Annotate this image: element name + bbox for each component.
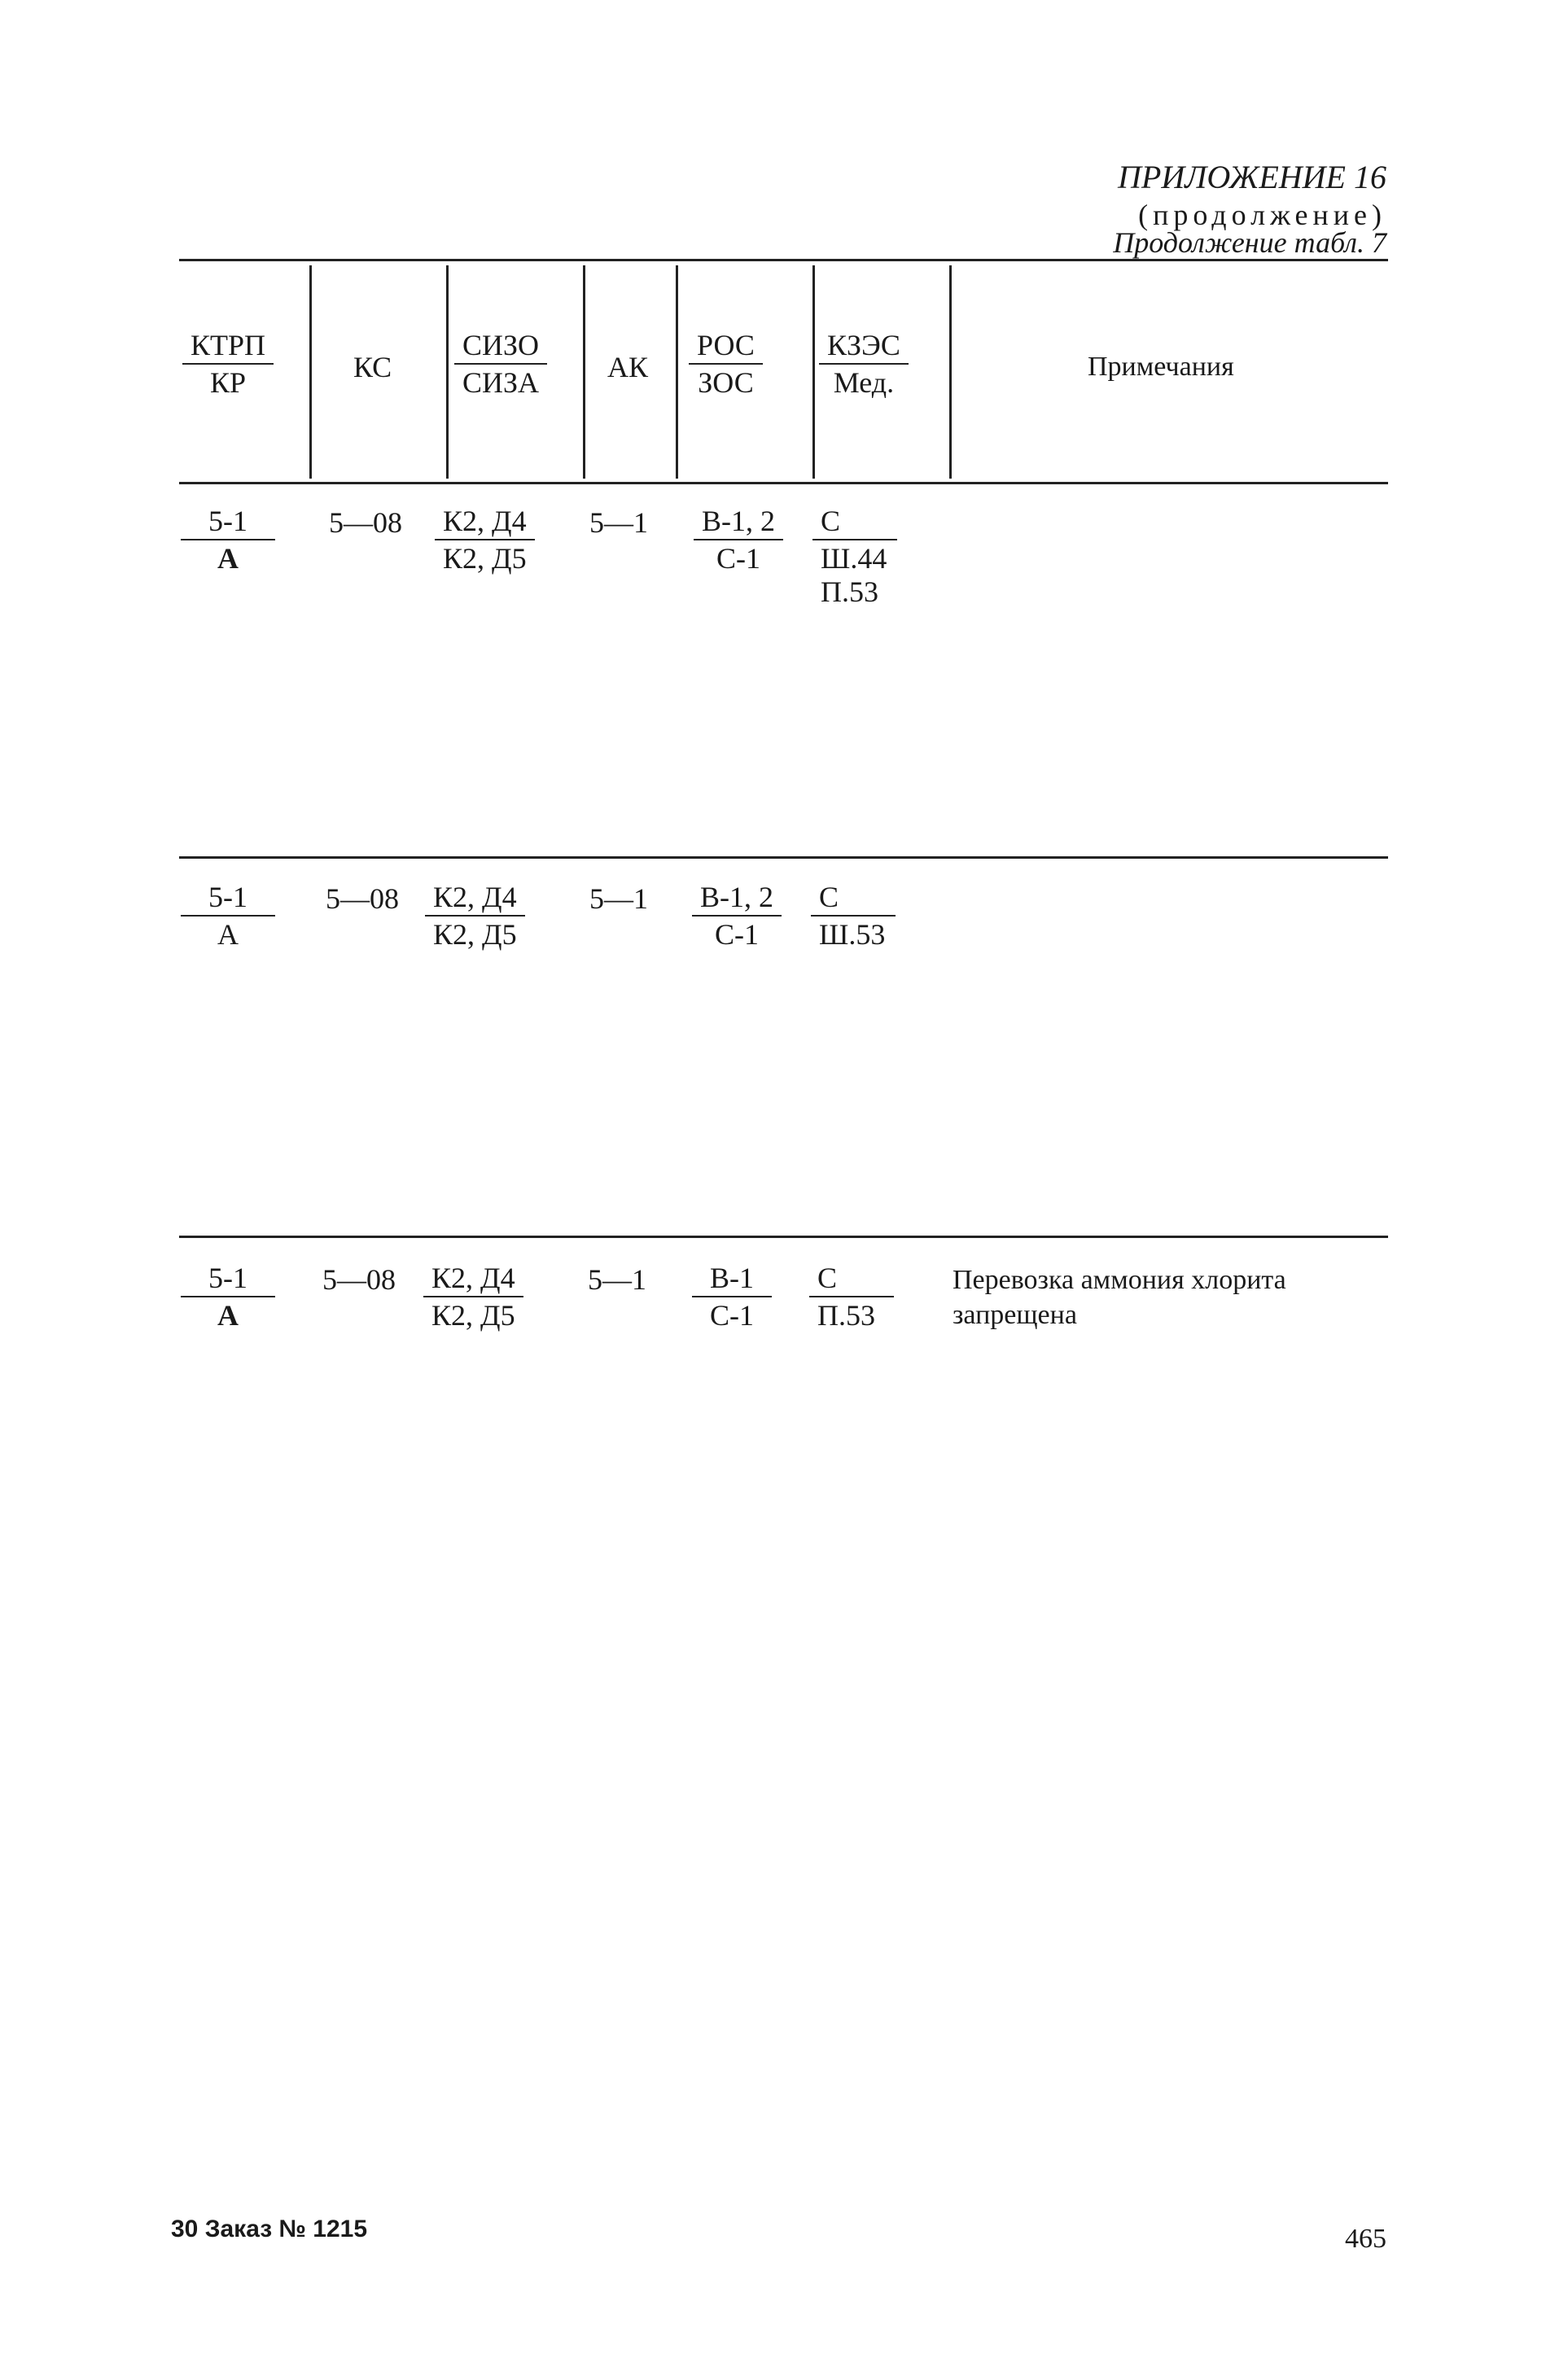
print-order-footer: 30 Заказ № 1215 [171,2216,368,2242]
table-continuation-label: Продолжение табл. 7 [1113,226,1386,259]
row3-zos: С-1 [710,1299,754,1332]
row3-sizo: К2, Д4 [423,1262,523,1297]
column-divider-4 [676,265,678,479]
row2-kzes: С [811,881,896,917]
row3-ks: 5—08 [322,1263,396,1296]
row3-med: П.53 [817,1299,875,1332]
row2-ktrp-kr [181,881,275,952]
row1-kr: А [217,542,239,575]
row3-ros-zos [692,1262,772,1332]
header-kr: КР [209,366,247,400]
row3-ak: 5—1 [588,1263,646,1296]
row3-ros: В-1 [692,1262,772,1297]
row3-ktrp-kr [181,1262,275,1332]
row1-ktrp: 5-1 [181,505,275,540]
row3-note: Перевозка аммония хлорита запрещена [953,1265,1286,1330]
row2-siza: К2, Д5 [433,918,517,952]
appendix-title: ПРИЛОЖЕНИЕ 16 [1118,159,1386,195]
header-kzes: КЗЭС [819,329,909,365]
header-ktrp-kr [182,329,274,400]
row2-kzes-med [811,881,896,952]
row1-kzes-med [812,505,897,608]
row1-kzes: С [812,505,897,540]
header-sizo-siza [454,329,547,400]
column-divider-3 [583,265,585,479]
header-ros: РОС [689,329,763,365]
row2-ros-zos [692,881,782,952]
row1-med: Ш.44 [821,542,887,575]
header-zos: ЗОС [698,366,754,400]
page-number: 465 [1345,2224,1386,2254]
table-top-rule [179,259,1388,261]
row1-ros: В-1, 2 [694,505,783,540]
row1-siza: К2, Д5 [443,542,527,575]
row-separator-2 [179,1236,1388,1238]
header-med: Мед. [833,366,895,400]
row2-ktrp: 5-1 [181,881,275,917]
header-notes: Примечания [1088,352,1234,382]
row3-kzes-med [809,1262,894,1332]
header-ros-zos [689,329,763,400]
header-ks: КС [353,351,392,383]
row2-sizo: К2, Д4 [425,881,525,917]
row3-kzes: С [809,1262,894,1297]
row2-ros: В-1, 2 [692,881,782,917]
row2-ak: 5—1 [589,882,648,915]
header-sizo: СИЗО [454,329,547,365]
row3-siza: К2, Д5 [431,1299,515,1332]
column-divider-6 [949,265,952,479]
row2-ks: 5—08 [326,882,399,915]
row2-med: Ш.53 [819,918,886,952]
row3-sizo-siza [423,1262,523,1332]
header-kzes-med [819,329,909,400]
column-divider-2 [446,265,449,479]
row1-med-extra: П.53 [821,575,878,608]
row1-zos: С-1 [716,542,760,575]
table-header-rule [179,482,1388,484]
header-ktrp: КТРП [182,329,274,365]
row1-sizo: К2, Д4 [435,505,535,540]
row1-ktrp-kr [181,505,275,575]
row2-kr: А [217,918,239,952]
row2-sizo-siza [425,881,525,952]
appendix-subtitle: (продолжение) [1138,199,1386,231]
row3-ktrp: 5-1 [181,1262,275,1297]
row1-ak: 5—1 [589,506,648,539]
row2-zos: С-1 [715,918,759,952]
row1-sizo-siza [435,505,535,575]
header-siza: СИЗА [462,366,540,400]
row3-kr: А [217,1299,239,1332]
row1-ks: 5—08 [329,506,402,539]
header-ak: АК [607,351,649,383]
column-divider-5 [812,265,815,479]
row1-ros-zos [694,505,783,575]
row-separator-1 [179,856,1388,859]
column-divider-1 [309,265,312,479]
